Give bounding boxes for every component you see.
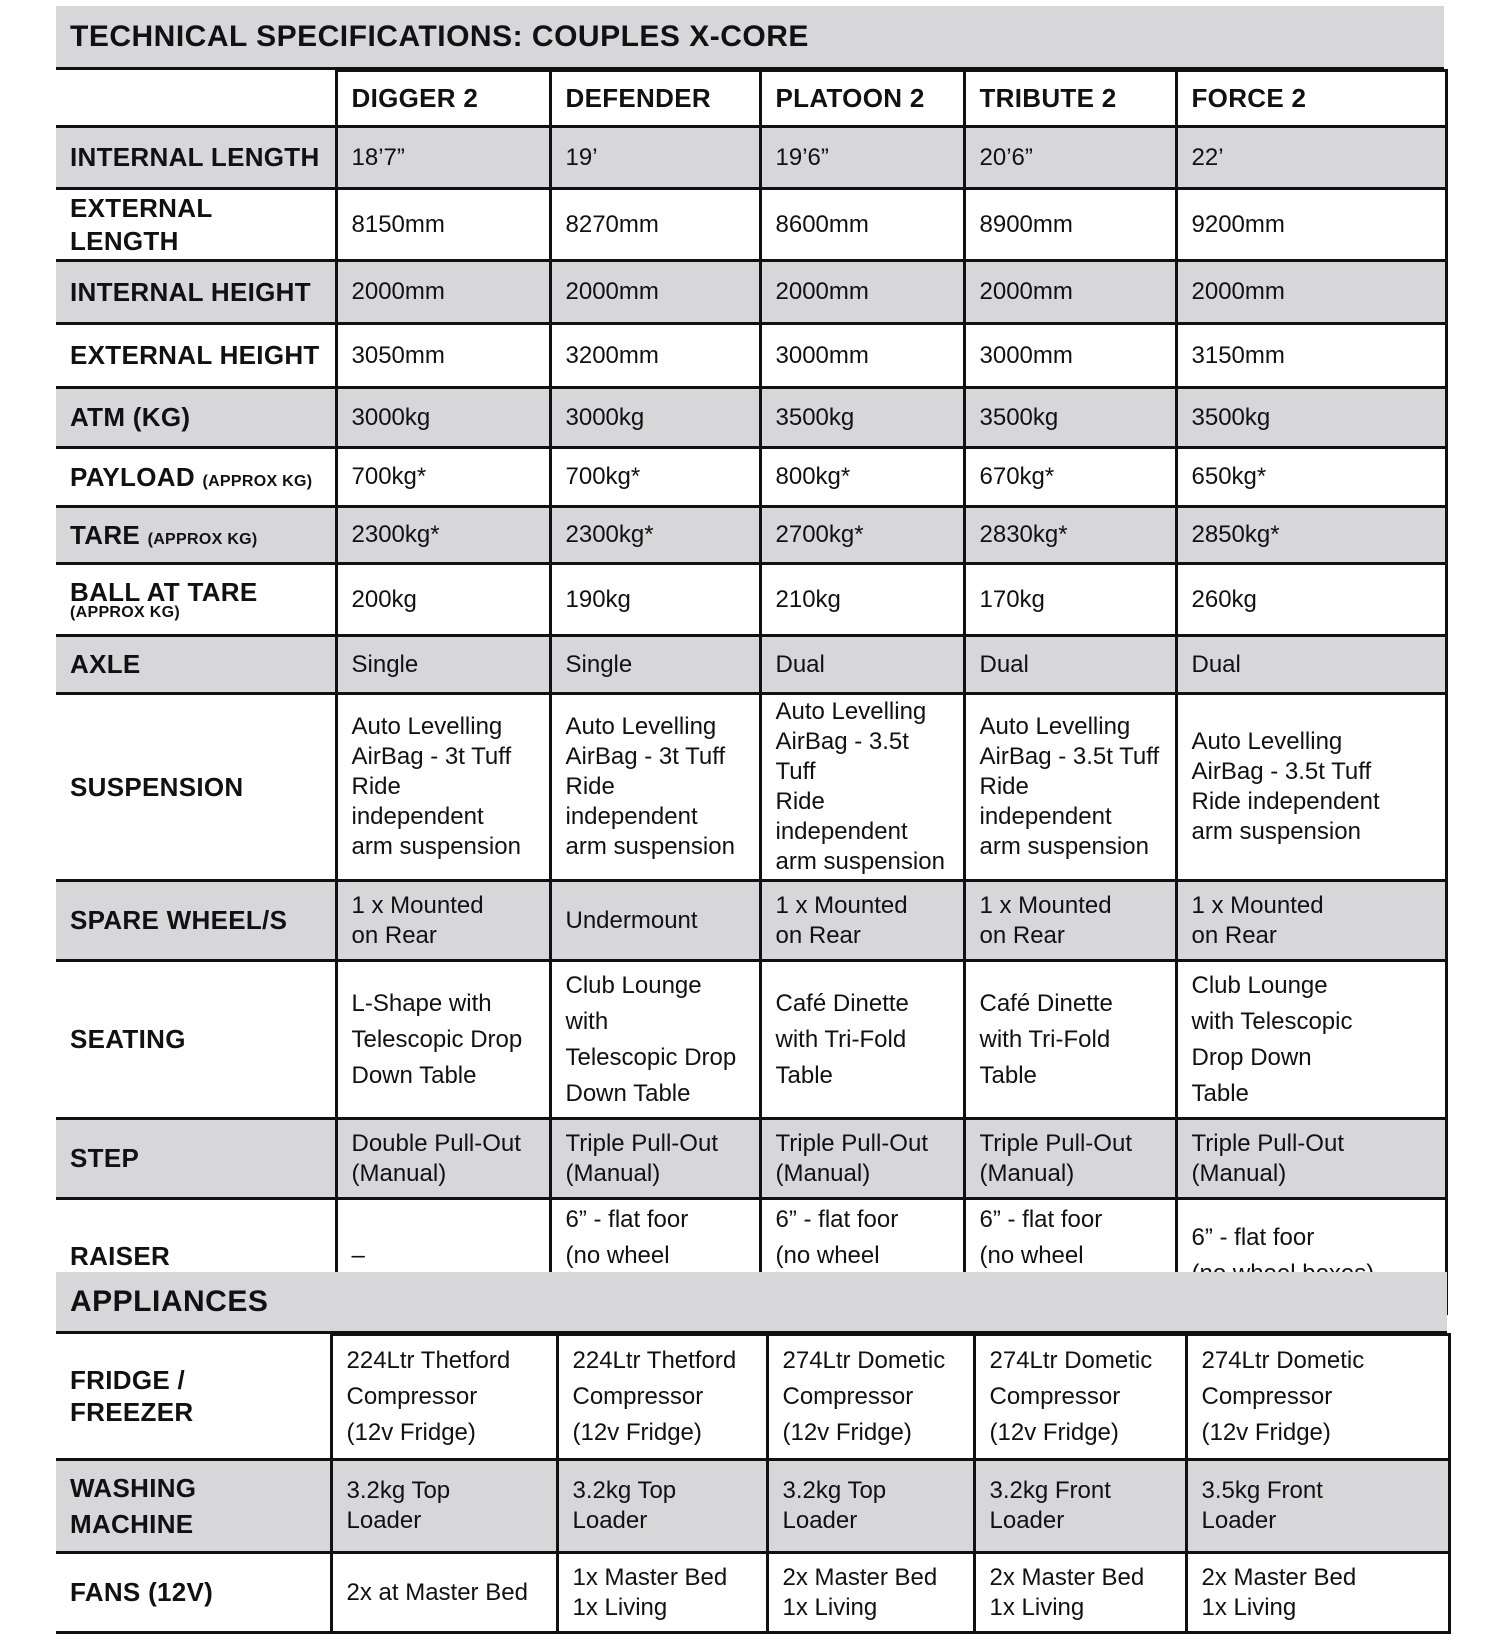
row-label: STEP	[56, 1119, 336, 1199]
spec-value	[760, 961, 964, 1119]
spec-value	[550, 1119, 760, 1199]
cell-line: Café Dinette	[775, 989, 909, 1017]
row-label: INTERNAL HEIGHT	[56, 261, 336, 324]
cell-line: 2x Master Bed	[989, 1563, 1145, 1591]
cell-line: arm suspension	[351, 833, 521, 860]
spec-value: 3200mm	[550, 324, 760, 388]
row-label-text: TARE	[70, 519, 141, 550]
spec-value: 210kg	[760, 564, 964, 636]
spec-value: 3150mm	[1176, 324, 1446, 388]
row-label: EXTERNAL HEIGHT	[56, 324, 336, 388]
cell-line: 3.2kg Top	[572, 1477, 677, 1504]
row-fans	[56, 1553, 1449, 1633]
cell-line: Down Table	[351, 1061, 477, 1089]
appliance-value	[1186, 1460, 1449, 1553]
cell-line: 6” - flat foor	[775, 1206, 899, 1233]
cell-line: arm suspension	[979, 833, 1149, 860]
cell-line: Ride independent	[775, 788, 908, 845]
cell-line: 1 x Mounted	[979, 891, 1112, 919]
cell-line: 6” - flat foor	[979, 1206, 1103, 1233]
cell-line: 224Ltr Thetford	[346, 1347, 511, 1374]
spec-value: 700kg*	[550, 448, 760, 507]
cell-line: Loader	[346, 1507, 422, 1534]
spec-value: 700kg*	[336, 448, 550, 507]
cell-line: Loader	[782, 1507, 858, 1534]
spec-value: 3000mm	[760, 324, 964, 388]
spec-value: 3500kg	[964, 388, 1176, 448]
cell-line: arm suspension	[1191, 818, 1361, 845]
cell-line: with Tri-Fold	[979, 1025, 1111, 1053]
spec-value: 2300kg*	[336, 507, 550, 564]
appliance-value	[1186, 1335, 1449, 1460]
cell-line: Undermount	[565, 906, 698, 934]
cell-line: 2x at Master Bed	[346, 1578, 528, 1606]
spec-value	[550, 881, 760, 961]
cell-line: (12v Fridge)	[572, 1419, 702, 1446]
spec-value: 2000mm	[336, 261, 550, 324]
spec-value	[964, 1119, 1176, 1199]
cell-line: Table	[1191, 1079, 1249, 1107]
cell-line: (Manual)	[565, 1159, 661, 1187]
spec-value	[1176, 961, 1446, 1119]
cell-line: 274Ltr Dometic	[782, 1347, 946, 1374]
cell-line: 1x Living	[1201, 1593, 1297, 1621]
cell-line: MACHINE	[70, 1509, 194, 1539]
row-label-text: BALL AT TARE	[70, 576, 258, 607]
cell-line: AirBag - 3.5t Tuff	[979, 743, 1160, 770]
spec-value	[336, 881, 550, 961]
spec-value: 19’	[550, 127, 760, 189]
cell-line: arm suspension	[775, 848, 945, 875]
spec-value: 3500kg	[1176, 388, 1446, 448]
spec-value: 9200mm	[1176, 189, 1446, 261]
cell-line: AirBag - 3.5t Tuff	[1191, 758, 1372, 785]
cell-line: (no wheel	[565, 1242, 670, 1269]
cell-line: 1x Living	[782, 1593, 878, 1621]
spec-value: 3000mm	[964, 324, 1176, 388]
spec-value: 2300kg*	[550, 507, 760, 564]
cell-line: Down Table	[565, 1079, 691, 1107]
row-label: AXLE	[56, 636, 336, 694]
cell-line: (Manual)	[1191, 1159, 1287, 1187]
cell-line: (12v Fridge)	[1201, 1419, 1331, 1446]
spec-value: 2000mm	[760, 261, 964, 324]
row-label	[56, 448, 336, 507]
cell-line: WASHING	[70, 1472, 197, 1503]
appliance-value	[974, 1553, 1186, 1633]
cell-line: (Manual)	[775, 1159, 871, 1187]
cell-line: Auto Levelling	[351, 713, 503, 740]
spec-value	[1176, 694, 1446, 881]
spec-value: 200kg	[336, 564, 550, 636]
cell-line: Ride independent	[1191, 788, 1380, 815]
cell-line: 3.2kg Front	[989, 1477, 1111, 1504]
appliance-value	[767, 1460, 974, 1553]
cell-line: Club Lounge	[1191, 971, 1328, 999]
cell-line: Triple Pull-Out	[775, 1129, 928, 1157]
cell-line: Compressor	[572, 1383, 704, 1410]
spec-value	[336, 1119, 550, 1199]
cell-line: Ride independent	[351, 773, 484, 830]
row-label: SEATING	[56, 961, 336, 1119]
appliance-value	[331, 1335, 557, 1460]
spec-value: 8270mm	[550, 189, 760, 261]
spec-value: Dual	[1176, 636, 1446, 694]
appliance-value	[767, 1335, 974, 1460]
cell-line: Ride independent	[979, 773, 1112, 830]
cell-line: Loader	[989, 1507, 1065, 1534]
cell-line: (12v Fridge)	[782, 1419, 912, 1446]
cell-line: 1x Living	[572, 1593, 668, 1621]
cell-line: Compressor	[1201, 1383, 1333, 1410]
spec-value	[550, 694, 760, 881]
cell-line: Double Pull-Out	[351, 1129, 521, 1157]
row-axle	[56, 636, 1446, 694]
cell-line: 6” - flat foor	[1191, 1224, 1315, 1251]
cell-line: Triple Pull-Out	[565, 1129, 718, 1157]
cell-line: 2x Master Bed	[782, 1563, 938, 1591]
cell-line: 1 x Mounted	[775, 891, 908, 919]
row-label	[56, 1460, 331, 1553]
appliance-value	[557, 1335, 767, 1460]
cell-line: Auto Levelling	[1191, 728, 1343, 755]
row-label: INTERNAL LENGTH	[56, 127, 336, 189]
cell-line: 6” - flat foor	[565, 1206, 689, 1233]
cell-line: (Manual)	[351, 1159, 447, 1187]
cell-line: (12v Fridge)	[346, 1419, 476, 1446]
row-ball-at-tare	[56, 564, 1446, 636]
row-seating	[56, 961, 1446, 1119]
model-header: DEFENDER	[550, 71, 760, 127]
spec-value	[760, 694, 964, 881]
cell-line: Triple Pull-Out	[1191, 1129, 1344, 1157]
row-payload	[56, 448, 1446, 507]
row-atm	[56, 388, 1446, 448]
appliance-value	[557, 1553, 767, 1633]
cell-line: Loader	[1201, 1507, 1277, 1534]
spec-value: 8150mm	[336, 189, 550, 261]
cell-line: AirBag - 3t Tuff	[565, 743, 726, 770]
model-header: FORCE 2	[1176, 71, 1446, 127]
cell-line: 1 x Mounted	[351, 891, 484, 919]
cell-line: 274Ltr Dometic	[1201, 1347, 1365, 1374]
row-label: SUSPENSION	[56, 694, 336, 881]
spec-value	[336, 694, 550, 881]
spec-value: 800kg*	[760, 448, 964, 507]
row-suspension	[56, 694, 1446, 881]
appliance-value	[557, 1460, 767, 1553]
row-label: SPARE WHEEL/S	[56, 881, 336, 961]
cell-line: Telescopic Drop	[351, 1025, 523, 1053]
row-washing-machine	[56, 1460, 1449, 1553]
model-header: TRIBUTE 2	[964, 71, 1176, 127]
appliance-value	[974, 1460, 1186, 1553]
spec-value: 19’6”	[760, 127, 964, 189]
spec-value: 20’6”	[964, 127, 1176, 189]
appliance-value	[331, 1460, 557, 1553]
cell-line: L-Shape with	[351, 989, 492, 1017]
model-header: DIGGER 2	[336, 71, 550, 127]
cell-line: Compressor	[782, 1383, 914, 1410]
row-label	[56, 564, 336, 636]
cell-line: Triple Pull-Out	[979, 1129, 1132, 1157]
cell-line: arm suspension	[565, 833, 735, 860]
cell-line: 1x Master Bed	[572, 1563, 728, 1591]
row-label	[56, 507, 336, 564]
row-sublabel: (APPROX KG)	[147, 530, 258, 548]
cell-line: Table	[979, 1061, 1037, 1089]
row-label: EXTERNAL LENGTH	[56, 189, 336, 261]
row-external-length	[56, 189, 1446, 261]
row-fridge-freezer	[56, 1335, 1449, 1460]
cell-line: AirBag - 3t Tuff	[351, 743, 512, 770]
spec-value: 650kg*	[1176, 448, 1446, 507]
cell-line: Auto Levelling	[565, 713, 717, 740]
spec-value: 8600mm	[760, 189, 964, 261]
cell-line: 3.2kg Top	[346, 1477, 451, 1504]
spec-value	[1176, 1119, 1446, 1199]
spec-value: Single	[550, 636, 760, 694]
cell-line: Club Lounge with	[565, 971, 702, 1035]
spec-value: 18’7”	[336, 127, 550, 189]
spec-value	[336, 961, 550, 1119]
spec-value: Single	[336, 636, 550, 694]
cell-line: 1x Living	[989, 1593, 1085, 1621]
spec-value: 2000mm	[964, 261, 1176, 324]
cell-line: 224Ltr Thetford	[572, 1347, 737, 1374]
appliance-value	[974, 1335, 1186, 1460]
spec-value	[964, 961, 1176, 1119]
spec-value: 2830kg*	[964, 507, 1176, 564]
row-sublabel: (APPROX KG)	[70, 603, 180, 621]
cell-line: Loader	[572, 1507, 648, 1534]
cell-line: Ride independent	[565, 773, 698, 830]
spec-value: 3000kg	[336, 388, 550, 448]
spec-value	[1176, 881, 1446, 961]
model-header: PLATOON 2	[760, 71, 964, 127]
row-label: FRIDGE / FREEZER	[56, 1335, 331, 1460]
cell-line: Telescopic Drop	[565, 1043, 737, 1071]
cell-line: Auto Levelling	[775, 698, 927, 725]
spec-value: 8900mm	[964, 189, 1176, 261]
row-tare	[56, 507, 1446, 564]
cell-line: Compressor	[346, 1383, 478, 1410]
cell-line: on Rear	[979, 921, 1065, 949]
spec-value: 190kg	[550, 564, 760, 636]
spec-value	[760, 881, 964, 961]
cell-line: with Telescopic	[1191, 1007, 1353, 1035]
cell-line: Table	[775, 1061, 833, 1089]
row-spare-wheels	[56, 881, 1446, 961]
row-label-text: PAYLOAD	[70, 461, 195, 492]
appliance-value	[1186, 1553, 1449, 1633]
cell-line: with Tri-Fold	[775, 1025, 907, 1053]
cell-line: 3.5kg Front	[1201, 1477, 1323, 1504]
spec-value: 2000mm	[1176, 261, 1446, 324]
appliances-table	[56, 1333, 1451, 1634]
row-external-height	[56, 324, 1446, 388]
spec-value	[964, 881, 1176, 961]
cell-line: 1 x Mounted	[1191, 891, 1324, 919]
model-header-row	[56, 71, 1446, 127]
cell-line: 2x Master Bed	[1201, 1563, 1357, 1591]
row-label: ATM (KG)	[56, 388, 336, 448]
cell-line: Compressor	[989, 1383, 1121, 1410]
cell-line: Drop Down	[1191, 1043, 1312, 1071]
spec-value: 170kg	[964, 564, 1176, 636]
spec-section-title: TECHNICAL SPECIFICATIONS: COUPLES X-CORE	[56, 6, 1444, 70]
cell-line: (no wheel	[775, 1242, 880, 1269]
row-step	[56, 1119, 1446, 1199]
spec-value: Dual	[760, 636, 964, 694]
spec-value: 260kg	[1176, 564, 1446, 636]
appliances-section-title: APPLIANCES	[56, 1272, 1447, 1334]
row-internal-length	[56, 127, 1446, 189]
spec-value: 670kg*	[964, 448, 1176, 507]
cell-line: on Rear	[351, 921, 437, 949]
row-label: FANS (12V)	[56, 1553, 331, 1633]
spec-value: Dual	[964, 636, 1176, 694]
spec-table	[56, 69, 1448, 1315]
spec-value: 3500kg	[760, 388, 964, 448]
cell-line: (Manual)	[979, 1159, 1075, 1187]
cell-line: Café Dinette	[979, 989, 1113, 1017]
cell-line: 3.2kg Top	[782, 1477, 887, 1504]
cell-line: 274Ltr Dometic	[989, 1347, 1153, 1374]
appliance-value	[767, 1553, 974, 1633]
spec-value	[550, 961, 760, 1119]
cell-line: (no wheel	[979, 1242, 1084, 1269]
row-label: RAISER	[56, 1199, 336, 1314]
spec-value	[760, 1119, 964, 1199]
cell-line: on Rear	[775, 921, 861, 949]
cell-line: –	[351, 1242, 365, 1269]
row-sublabel: (APPROX KG)	[202, 472, 313, 490]
appliance-value	[331, 1553, 557, 1633]
cell-line: (12v Fridge)	[989, 1419, 1119, 1446]
spec-value: 2850kg*	[1176, 507, 1446, 564]
spec-value: 3000kg	[550, 388, 760, 448]
spec-value: 22’	[1176, 127, 1446, 189]
row-internal-height	[56, 261, 1446, 324]
spec-value: 2700kg*	[760, 507, 964, 564]
spec-value: 2000mm	[550, 261, 760, 324]
spec-value	[964, 694, 1176, 881]
cell-line: AirBag - 3.5t Tuff	[775, 728, 909, 785]
cell-line: on Rear	[1191, 921, 1277, 949]
spec-value: 3050mm	[336, 324, 550, 388]
cell-line: Auto Levelling	[979, 713, 1131, 740]
corner-cell	[56, 71, 336, 127]
